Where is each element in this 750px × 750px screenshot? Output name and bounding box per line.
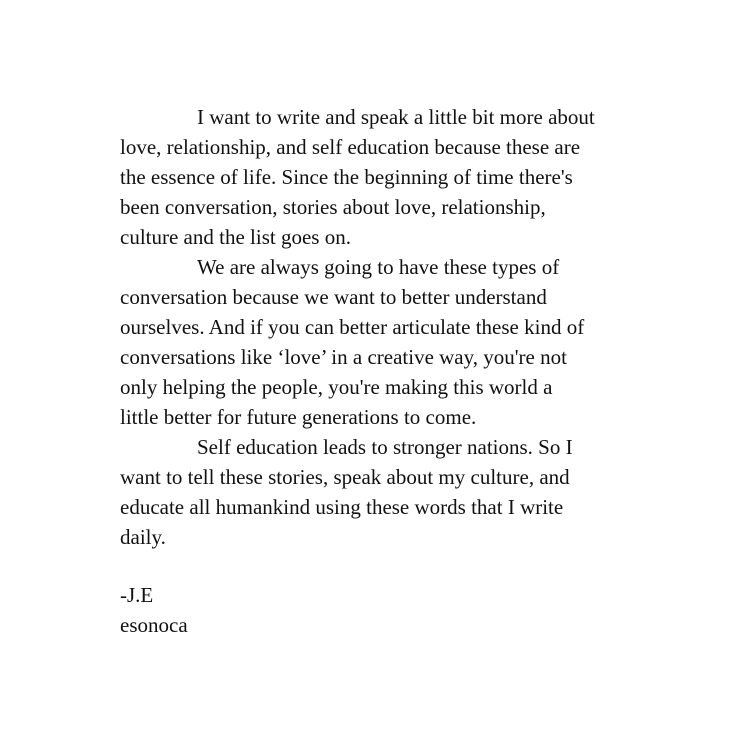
- paragraph-line: daily.: [120, 525, 166, 549]
- paragraph-line: the essence of life. Since the beginning of time there's: [120, 165, 573, 189]
- paragraph-line: ourselves. And if you can better articulate these kind of: [120, 315, 585, 339]
- paragraph-line: only helping the people, you're making this world a: [120, 375, 553, 399]
- spacer: [120, 552, 595, 580]
- paragraph-2: [120, 252, 595, 432]
- paragraph-line: conversation because we want to better understand: [120, 285, 547, 309]
- paragraph-line: culture and the list goes on.: [120, 225, 351, 249]
- paragraph-line: love, relationship, and self education because these are: [120, 135, 581, 159]
- signature-initials: -J.E: [120, 583, 154, 607]
- paragraph-line: been conversation, stories about love, relationship,: [120, 195, 546, 219]
- paragraph-line: We are always going to have these types of: [197, 255, 560, 279]
- paragraph-line: educate all humankind using these words that I write: [120, 495, 564, 519]
- paragraph-1: [120, 102, 595, 252]
- paragraph-line: want to tell these stories, speak about my culture, and: [120, 465, 570, 489]
- paragraph-line: conversations like ‘love’ in a creative way, you're not: [120, 345, 567, 369]
- signature-handle: esonoca: [120, 613, 188, 637]
- text-body: [120, 102, 595, 640]
- paragraph-line: little better for future generations to come.: [120, 405, 477, 429]
- paragraph-3: [120, 432, 595, 552]
- paragraph-line: I want to write and speak a little bit more about: [197, 105, 595, 129]
- signature: [120, 580, 595, 640]
- paragraph-line: Self education leads to stronger nations. So I: [197, 435, 573, 459]
